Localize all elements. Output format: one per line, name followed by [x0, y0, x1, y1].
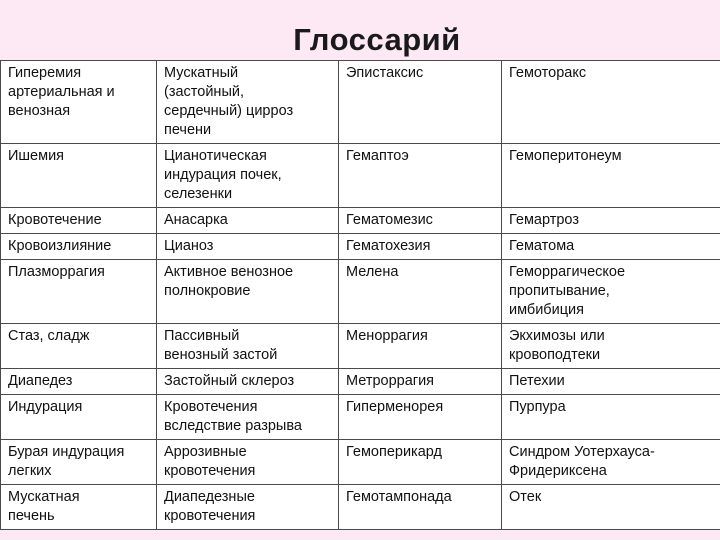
table-cell: Кровотечение — [1, 208, 157, 234]
table-cell: Гематома — [502, 234, 720, 260]
table-cell: Индурация — [1, 395, 157, 440]
table-cell: Мускатный (застойный, сердечный) цирроз печени — [157, 61, 339, 144]
table-cell: Гематохезия — [339, 234, 502, 260]
table-row — [1, 369, 720, 395]
table-cell: Экхимозы или кровоподтеки — [502, 324, 720, 369]
table-row — [1, 260, 720, 324]
table-cell: Пассивный венозный застой — [157, 324, 339, 369]
table-cell: Анасарка — [157, 208, 339, 234]
table-row — [1, 440, 720, 485]
table-row — [1, 61, 720, 144]
table-cell: Диапедезные кровотечения — [157, 485, 339, 530]
table-cell: Кровоизлияние — [1, 234, 157, 260]
page-title: Глоссарий — [293, 22, 461, 57]
table-cell: Гемотампонада — [339, 485, 502, 530]
table-cell: Мускатная печень — [1, 485, 157, 530]
table-cell: Застойный склероз — [157, 369, 339, 395]
table-row — [1, 234, 720, 260]
table-cell: Гематомезис — [339, 208, 502, 234]
table-cell: Гемоперитонеум — [502, 144, 720, 208]
table-cell: Меноррагия — [339, 324, 502, 369]
table-cell: Отек — [502, 485, 720, 530]
table-cell: Аррозивные кровотечения — [157, 440, 339, 485]
table-cell: Гемоторакс — [502, 61, 720, 144]
table-row — [1, 208, 720, 234]
table-cell: Диапедез — [1, 369, 157, 395]
table-cell: Стаз, сладж — [1, 324, 157, 369]
table-cell: Пурпура — [502, 395, 720, 440]
table-cell: Бурая индурация легких — [1, 440, 157, 485]
table-cell: Синдром Уотерхауса- Фридериксена — [502, 440, 720, 485]
glossary-table — [0, 60, 720, 530]
table-row — [1, 485, 720, 530]
table-row — [1, 324, 720, 369]
table-cell: Цианотическая индурация почек, селезенки — [157, 144, 339, 208]
table-cell: Метроррагия — [339, 369, 502, 395]
table-cell: Гемаптоэ — [339, 144, 502, 208]
table-cell: Мелена — [339, 260, 502, 324]
table-cell: Плазморрагия — [1, 260, 157, 324]
table-cell: Гемоперикард — [339, 440, 502, 485]
table-row — [1, 144, 720, 208]
table-cell: Гиперемия артериальная и венозная — [1, 61, 157, 144]
table-cell: Гиперменорея — [339, 395, 502, 440]
table-cell: Кровотечения вследствие разрыва — [157, 395, 339, 440]
table-row — [1, 395, 720, 440]
table-cell: Петехии — [502, 369, 720, 395]
table-cell: Цианоз — [157, 234, 339, 260]
table-cell: Геморрагическое пропитывание, имбибиция — [502, 260, 720, 324]
table-cell: Активное венозное полнокровие — [157, 260, 339, 324]
table-cell: Ишемия — [1, 144, 157, 208]
table-cell: Эпистаксис — [339, 61, 502, 144]
table-cell: Гемартроз — [502, 208, 720, 234]
